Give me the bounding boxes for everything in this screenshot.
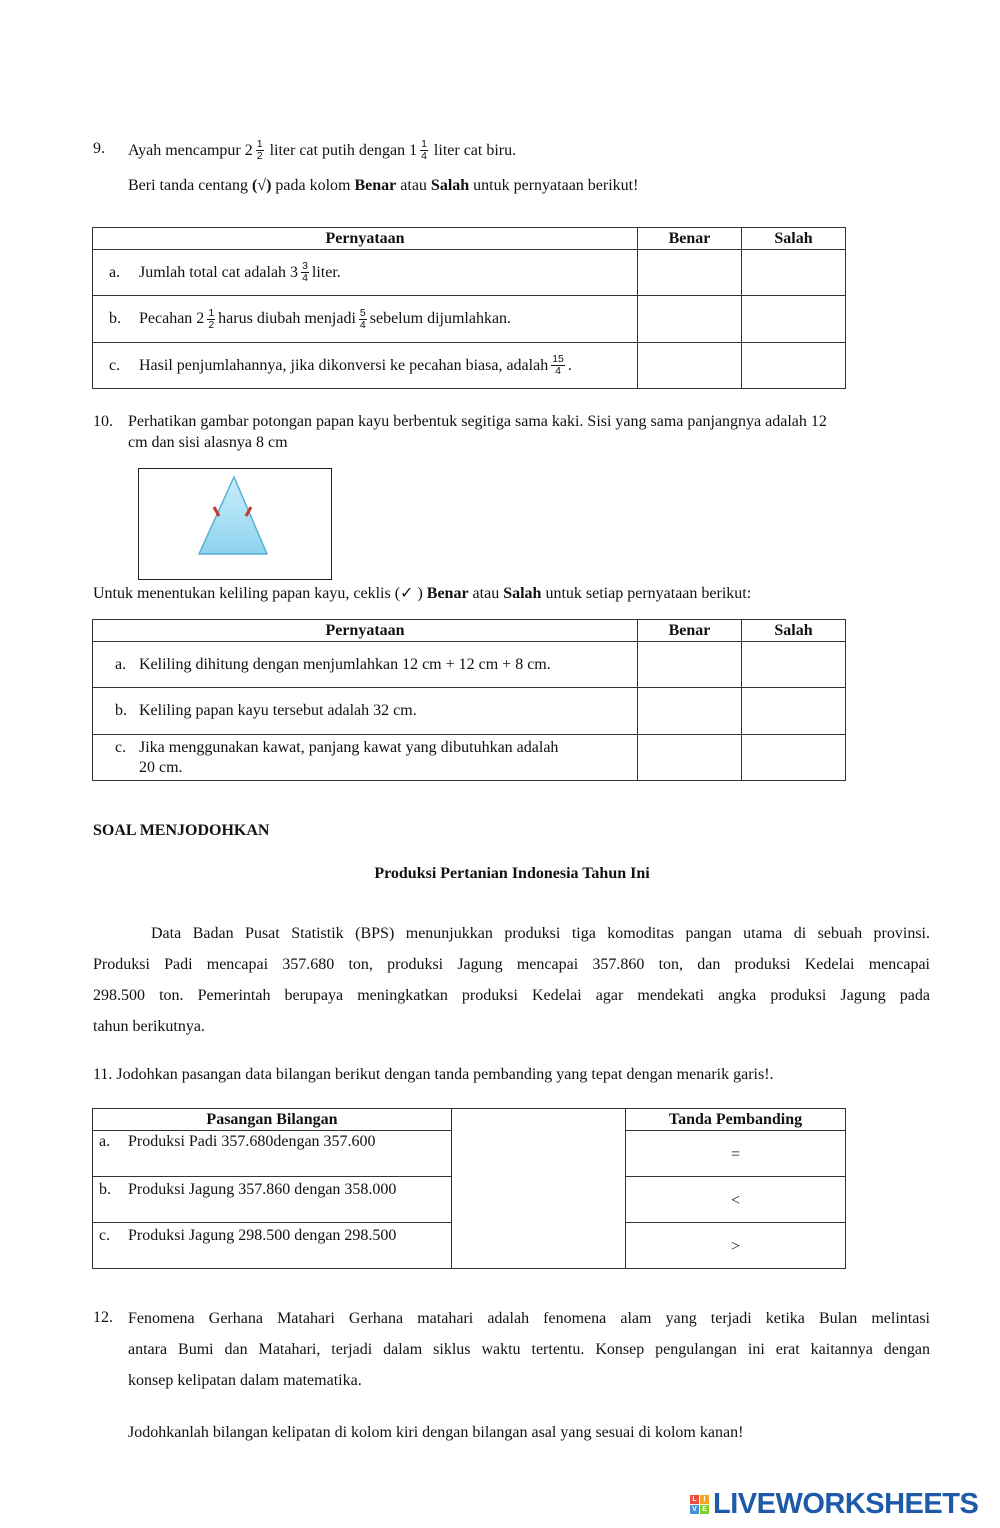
section-title: SOAL MENJODOHKAN: [93, 822, 270, 839]
q10-text-line2: cm dan sisi alasnya 8 cm: [128, 434, 288, 451]
q9-text-b: liter cat putih dengan 1: [269, 141, 418, 159]
isosceles-triangle-image: [139, 469, 331, 579]
q10-header-benar: Benar: [638, 620, 742, 642]
liveworksheets-logo: [690, 1488, 990, 1520]
sign-less-than[interactable]: <: [626, 1177, 846, 1223]
q10-header-pernyataan: Pernyataan: [93, 620, 638, 642]
table-row: c. Hasil penjumlahannya, jika dikonversi ke pecahan biasa, adalah $\frac{15}{4}$ .: [93, 343, 846, 389]
passage-title: Produksi Pertanian Indonesia Tahun Ini: [374, 865, 650, 882]
sign-greater-than[interactable]: >: [626, 1223, 846, 1269]
table-row: c. Produksi Jagung 298.500 dengan 298.500 >: [93, 1223, 846, 1269]
q9-a-benar-cell[interactable]: [638, 250, 742, 296]
q10-a-benar-cell[interactable]: [638, 642, 742, 688]
q12-number: 12.: [93, 1309, 113, 1326]
sign-equal[interactable]: =: [626, 1131, 846, 1177]
q10-a-salah-cell[interactable]: [742, 642, 846, 688]
line-drawing-area[interactable]: [452, 1109, 626, 1269]
q9-header-benar: Benar: [638, 228, 742, 250]
q11-table: [92, 1108, 846, 1269]
q11-header-right: Tanda Pembanding: [626, 1109, 846, 1131]
q9-text-c: liter cat biru.: [433, 141, 517, 159]
table-row: c. Jika menggunakan kawat, panjang kawat yang dibutuhkan adalah 20 cm.: [93, 735, 846, 781]
liveworksheets-icon: L I V E: [690, 1495, 709, 1514]
pair-c[interactable]: Produksi Jagung 298.500 dengan 298.500: [128, 1227, 397, 1244]
q9-number: 9.: [93, 140, 105, 157]
q10-number: 10.: [93, 413, 113, 430]
q9-fraction-2: $\frac{1}{4}$: [421, 138, 427, 162]
q9-c-salah-cell[interactable]: [742, 343, 846, 389]
pair-a[interactable]: Produksi Padi 357.680dengan 357.600: [128, 1133, 376, 1150]
pair-b[interactable]: Produksi Jagung 357.860 dengan 358.000: [128, 1181, 397, 1198]
table-row: a. Keliling dihitung dengan menjumlahkan 12 cm + 12 cm + 8 cm.: [93, 642, 846, 688]
q9-b-benar-cell[interactable]: [638, 296, 742, 343]
passage-paragraph: Data Badan Pusat Statistik (BPS) menunjukkan produksi tiga komoditas pangan utama di sebuah provinsi. Produksi Padi mencapai 357.680 ton, produksi Jagung mencapai 357.860 ton, dan produksi Kedelai mencapai 298.500 ton. Pemerintah berupaya meningkatkan produksi Kedelai agar mendekati angka produksi Jagung pada tahun berikutnya.: [93, 925, 930, 1035]
q9-table: [92, 227, 846, 389]
q9-statement: [128, 139, 516, 162]
q9-b-salah-cell[interactable]: [742, 296, 846, 343]
triangle-figure: [138, 468, 332, 580]
table-row: b. Pecahan 2 $\frac{1}{2}$ harus diubah menjadi $\frac{5}{4}$ sebelum dijumlahkan.: [93, 296, 846, 343]
q10-b-benar-cell[interactable]: [638, 688, 742, 735]
q10-b-salah-cell[interactable]: [742, 688, 846, 735]
table-row: b. Produksi Jagung 357.860 dengan 358.000 <: [93, 1177, 846, 1223]
q9-instruction: Beri tanda centang (√) pada kolom Benar atau Salah untuk pernyataan berikut!: [128, 177, 639, 194]
q11-header-left: Pasangan Bilangan: [93, 1109, 452, 1131]
q10-instruction: Untuk menentukan keliling papan kayu, ceklis (✓ ) Benar atau Salah untuk setiap pernyataan berikut:: [93, 583, 752, 602]
check-icon: ✓: [400, 583, 414, 602]
q9-fraction-1: $\frac{1}{2}$: [256, 138, 263, 162]
triangle-shape: [199, 477, 267, 554]
table-row: b. Keliling papan kayu tersebut adalah 32 cm.: [93, 688, 846, 735]
q9-c-benar-cell[interactable]: [638, 343, 742, 389]
q9-header-salah: Salah: [742, 228, 846, 250]
liveworksheets-text: LIVEWORKSHEETS: [713, 1487, 979, 1520]
q10-header-salah: Salah: [742, 620, 846, 642]
q9-a-salah-cell[interactable]: [742, 250, 846, 296]
q10-c-benar-cell[interactable]: [638, 735, 742, 781]
table-row: a. Jumlah total cat adalah 3 $\frac{3}{4}$ liter.: [93, 250, 846, 296]
q10-table: [92, 619, 846, 781]
q9-text-a: Ayah mencampur 2: [128, 141, 253, 159]
q9-header-pernyataan: Pernyataan: [93, 228, 638, 250]
q12-paragraph: Fenomena Gerhana Matahari Gerhana matahari adalah fenomena alam yang terjadi ketika Bulan melintasi antara Bumi dan Matahari, terjadi dalam siklus waktu tertentu. Konsep pengulangan ini erat kaitannya dengan konsep kelipatan dalam matematika.: [128, 1310, 930, 1389]
q12-instruction: Jodohkanlah bilangan kelipatan di kolom kiri dengan bilangan asal yang sesuai di kolom kanan!: [128, 1424, 744, 1441]
table-row: a. Produksi Padi 357.680dengan 357.600 =: [93, 1131, 846, 1177]
q10-text-line1: Perhatikan gambar potongan papan kayu berbentuk segitiga sama kaki. Sisi yang sama panjangnya adalah 12: [128, 413, 827, 430]
q11-text: 11. Jodohkan pasangan data bilangan berikut dengan tanda pembanding yang tepat dengan menarik garis!.: [93, 1066, 774, 1083]
q10-c-salah-cell[interactable]: [742, 735, 846, 781]
